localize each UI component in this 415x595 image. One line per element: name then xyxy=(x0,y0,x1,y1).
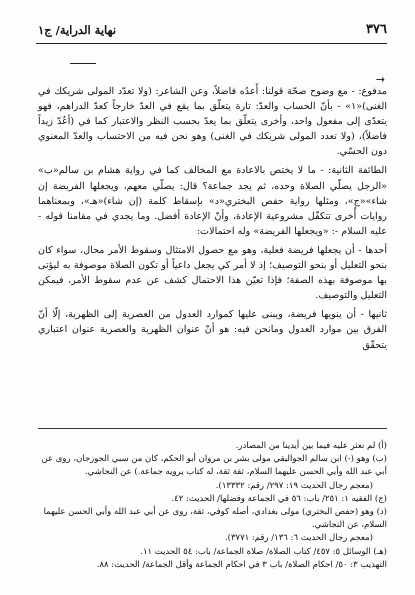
footnote-b: (ب) وهو (-) ابن سالم الجواليقي مولى بشر بن مروان أبو الحكم، كان من سبي الجوزجان، روى عن أبي عبد الله وأبي الحسن عليهما السلام، ثقة ثقة، له كتاب يرويه جماعة.) عن النجاشي. xyxy=(41,454,387,478)
footnotes xyxy=(38,440,387,572)
footnote-d: (د) وهو (حفص البختري) مولى بغدادي، أصله كوفي، ثقة، روى عن أبي عبد الله وأبي الحسن عليهما السلام، عن النجاشي. xyxy=(43,507,387,531)
page-header xyxy=(38,22,387,42)
footnote-e: (هـ) الوسائل ٥: ٤٥٧/ كتاب الصلاة/ صلاة الجماعة/ باب: ٥٤ الحديث ١١. xyxy=(140,546,387,557)
footnote-b-source: (معجم رجال الحديث ١٩: ٢٩٧/ رقم: ١٣٣٣٢). xyxy=(215,480,373,491)
paragraph-3: أحدها - أن يجعلها فريضة فعلية، وهو مع حصول الامتثال وسقوط الأمر محال، سواء كان بنحو التعليل أو بنحو التوصيف؛ إذ لا أمر كي يجعل داعياً أو تكون الصلاة موصوفة به ليؤتى بها موصوفة بهذه الصفة؛ فإذا تعيّن هذا الاحتمال كشف عن عدم سقوط الأمر، فيمكن التعليل والتوصيف. xyxy=(38,244,387,302)
main-text xyxy=(38,84,387,353)
page-number: ٣٧٦ xyxy=(366,22,387,37)
footnote-separator xyxy=(38,428,387,429)
footnote-c: (ج) الفقيه ١: ٢٥١/ باب: ٥٦ في الجماعة وفضلها/ الحديث: ٤٢. xyxy=(171,493,387,504)
footnote-d-source: (معجم رجال الحديث ٦: ١٣٦/ رقم: ٣٧٧١). xyxy=(224,533,373,544)
header-rule xyxy=(36,43,387,44)
continuation-arrow-icon: → xyxy=(375,73,385,86)
paragraph-1: مدفوع: - مع وضوح صحّة قولنا: أَعدُه فاضلاً، وعن الشاعر: (ولا تعدّد المولى شريكك في الغنى)«١» - بأنّ الحساب والعدّ: تارة يتعلّق بما يقع في العدّ خارجاً كعدّ الدراهم، فهو يتعدّى إلى مفعول واحد، وأخرى يتعلّق بما يعدّ بحسب النظر والاعتبار كما في (أعُدّ زيداً فاضلاً)، (ولا تعدد المولى شريكك في الغنى) وهو نحن فيه من الاحتساب والعدّ المعنوي دون الحسّي. xyxy=(38,86,387,158)
footnote-e-2: التهذيب ٣: ٥٠/ احكام الصلاة/ باب ٣ في احكام الجماعة وأقل الجماعة/ الحديث: ٨٨. xyxy=(96,559,387,570)
footnote-a: (أ) لم نعثر عليه فيما بين أيدينا من المصادر. xyxy=(235,441,387,451)
paragraph-2: الطائفة الثانية: - ما لا يختص بالاعادة مع المخالف كما في رواية هشام بن سالم«ب» «الرجل يصلّي الصلاة وحده، ثم يجد جماعة؟ قال: يصلّي معهم، ويجعلها الفريضة إن شاء»«ج»، ومثلها رواية حفص البختري«د» بإسقاط كلمة (إن شاء)«هـ»، وبمعناهما روايات أُخرى تتكفّل مشروعية الإعادة، وأنّ الإعادة أفضل. وما يجدي في مقامنا قوله - عليه السلام -: «ويجعلها الفريضة» وله احتمالات: xyxy=(38,165,387,237)
paragraph-4: ثانيها - أن ينويها فريضة، ويبنى عليها كموارد العدول من العصرية إلى الظهرية، إلّا أنّ الفرق بين موارد العدول ومانحن فيه: هو أنّ عنوان الظهرية والعصرية عنوان اعتباري يتحقّق xyxy=(38,309,387,351)
running-title: نهاية الدراية/ ج١ xyxy=(38,23,117,37)
continuation-dash xyxy=(70,63,96,64)
